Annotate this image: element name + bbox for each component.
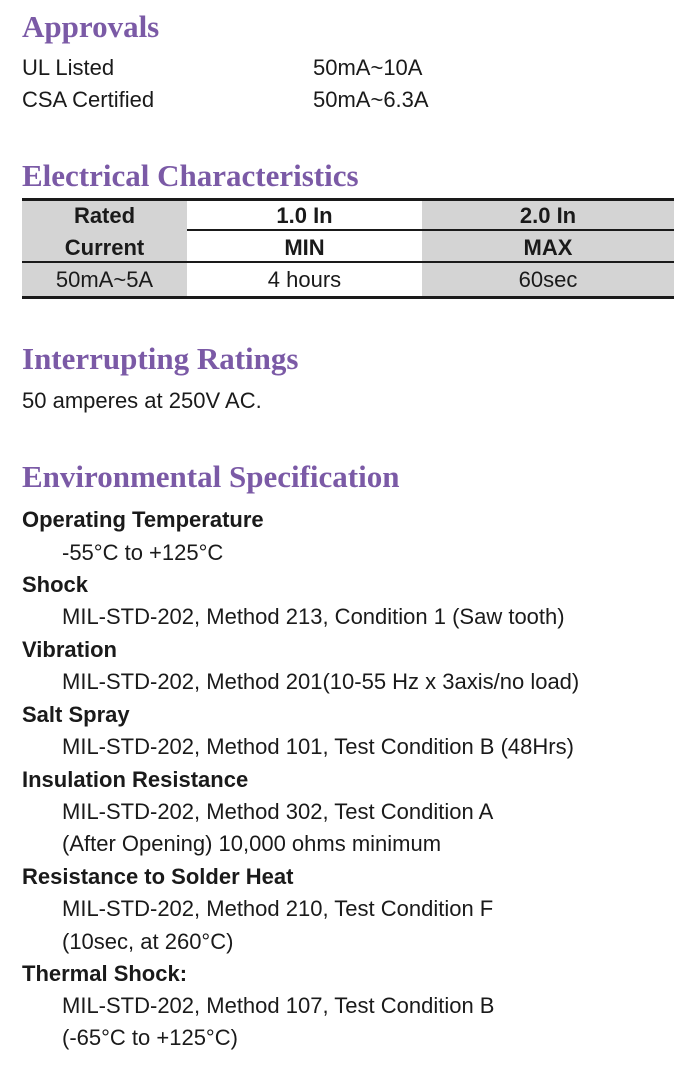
table-rule-row [22,261,674,263]
approvals-heading: Approvals [22,9,160,44]
table-header-max: MAX [523,235,573,260]
table-header-1in: 1.0 In [276,203,333,228]
spec-line-operating-temp: -55°C to +125°C [62,540,224,565]
spec-line-insulation-1: MIL-STD-202, Method 302, Test Condition A [62,799,494,824]
spec-line-salt-spray: MIL-STD-202, Method 101, Test Condition B (48Hrs) [62,734,574,759]
table-cell-max: 60sec [518,267,578,292]
interrupting-heading: Interrupting Ratings [22,341,299,376]
table-rule-top [22,198,674,201]
table-rule-header [187,229,674,231]
table-header-current: Current [64,235,145,260]
spec-title-shock: Shock [22,572,89,597]
interrupting-text: 50 amperes at 250V AC. [22,388,262,413]
spec-line-solder-heat-2: (10sec, at 260°C) [62,929,234,954]
electrical-table [22,198,674,300]
table-rule-bottom [22,296,674,299]
spec-line-shock: MIL-STD-202, Method 213, Condition 1 (Saw tooth) [62,604,565,629]
spec-line-thermal-shock-1: MIL-STD-202, Method 107, Test Condition B [62,993,495,1018]
table-cell-current: 50mA~5A [55,267,154,292]
table-header-rated: Rated [73,203,136,228]
spec-line-vibration: MIL-STD-202, Method 201(10-55 Hz x 3axis/no load) [62,669,580,694]
approval-label-csa: CSA Certified [22,87,155,112]
spec-title-thermal-shock: Thermal Shock: [22,961,188,986]
environmental-heading: Environmental Specification [22,459,400,494]
approval-value-ul: 50mA~10A [313,55,423,80]
table-header-min: MIN [284,235,325,260]
approval-label-ul: UL Listed [22,55,115,80]
approval-value-csa: 50mA~6.3A [313,87,429,112]
spec-title-solder-heat: Resistance to Solder Heat [22,864,294,889]
spec-title-salt-spray: Salt Spray [22,702,130,727]
spec-title-insulation: Insulation Resistance [22,767,249,792]
spec-title-vibration: Vibration [22,637,117,662]
table-cell-min: 4 hours [267,267,342,292]
spec-line-insulation-2: (After Opening) 10,000 ohms minimum [62,831,442,856]
electrical-heading: Electrical Characteristics [22,158,359,193]
table-header-2in: 2.0 In [519,203,577,228]
spec-title-operating-temp: Operating Temperature [22,507,264,532]
spec-line-thermal-shock-2: (-65°C to +125°C) [62,1025,238,1050]
spec-line-solder-heat-1: MIL-STD-202, Method 210, Test Condition F [62,896,494,921]
